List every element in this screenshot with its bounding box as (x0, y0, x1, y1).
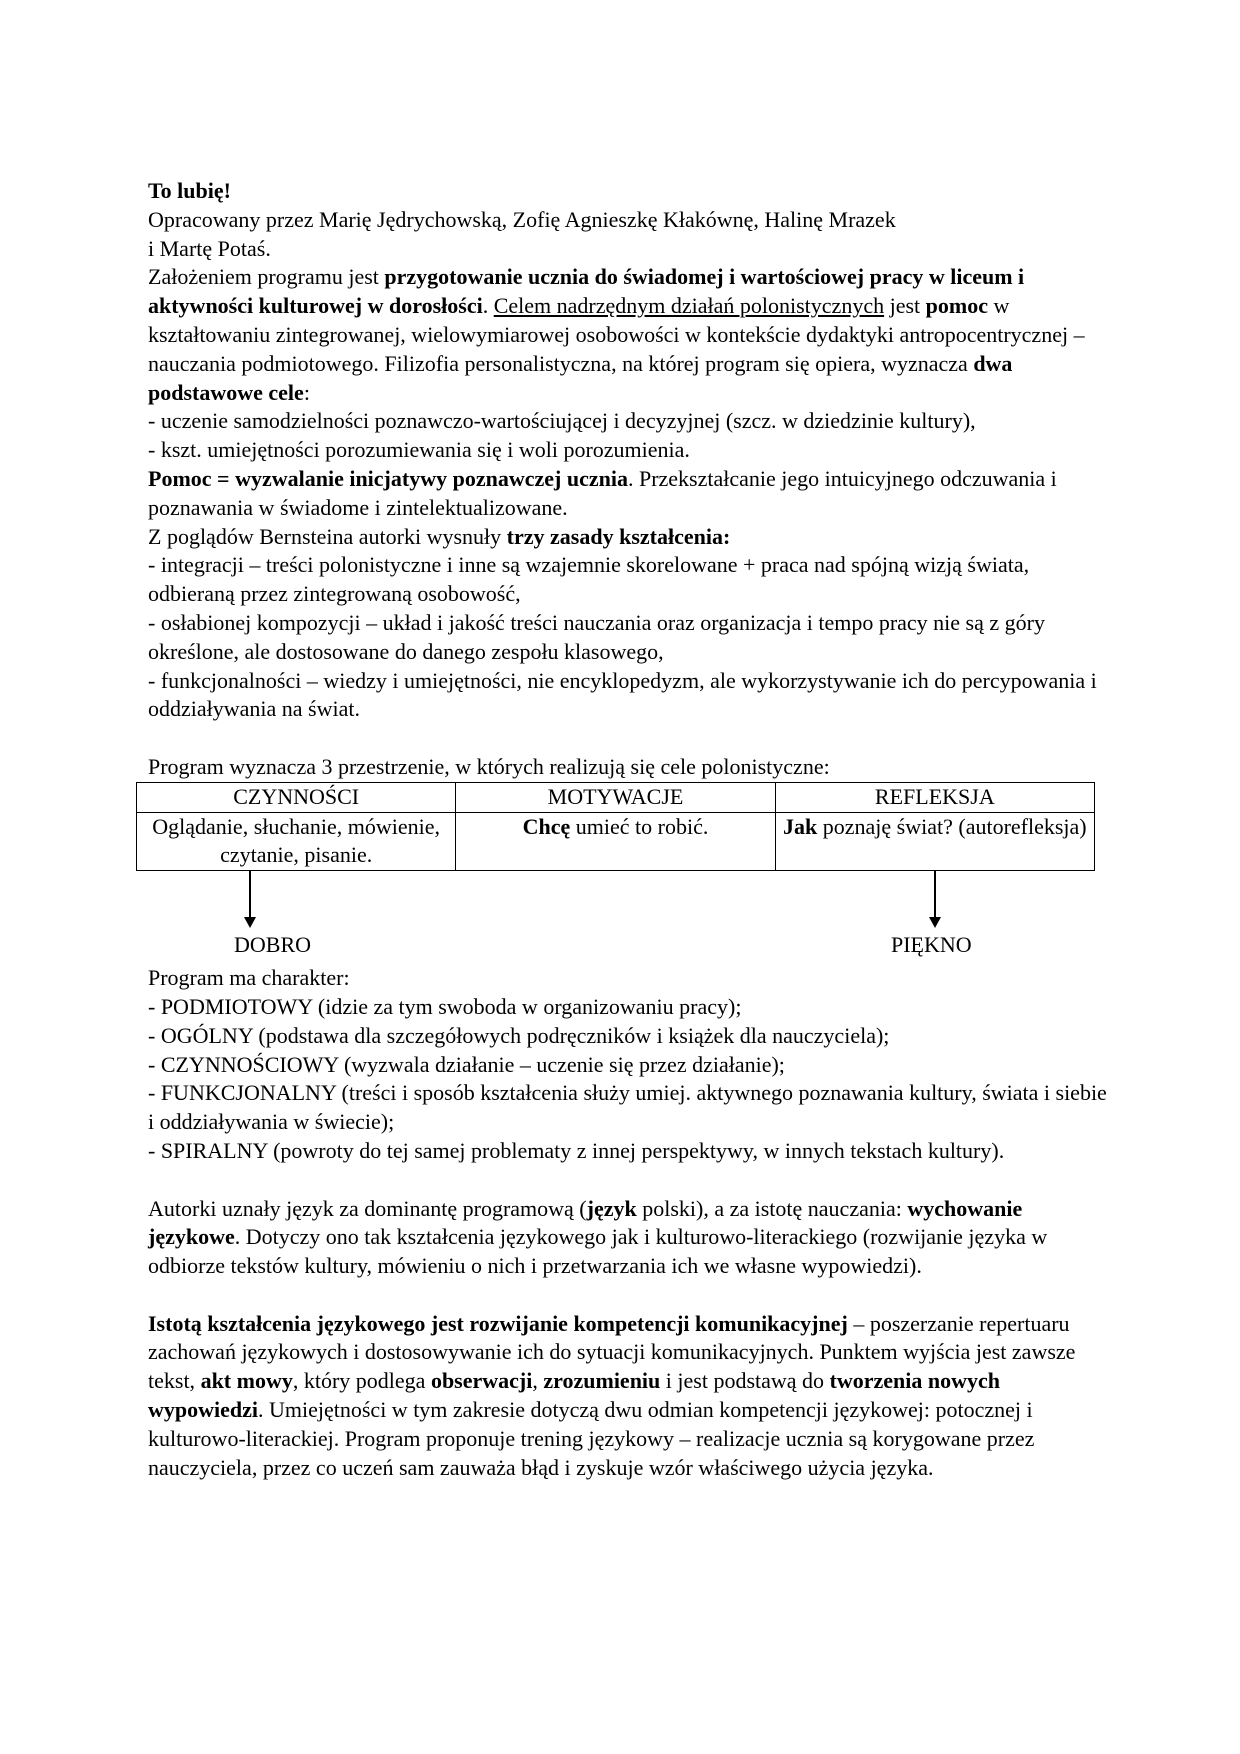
language-paragraph: Autorki uznały język za dominantę programową (język polski), a za istotę nauczania: wychowanie językowe. Dotyczy ono tak kształcenia językowego jak i kulturowo-literackiego (rozwijanie języka w odbiorze tekstów kultury, mówieniu o nich i przetwarzania ich we własne wypowiedzi). (148, 1195, 1048, 1279)
arrow-down-left (249, 871, 251, 921)
arrow-head-left (244, 917, 256, 928)
goal-item: - kszt. umiejętności porozumiewania się i woli porozumienia. (148, 437, 690, 463)
principle-item: - funkcjonalności – wiedzy i umiejętności, nie encyklopedyzm, ale wykorzystywanie ich do percypowania i oddziaływania na świat. (148, 667, 1097, 722)
spaces-table (136, 782, 1095, 871)
bernstein-line: Z poglądów Bernsteina autorki wysnuły trzy zasady kształcenia: (148, 523, 731, 549)
principle-item: - integracji – treści polonistyczne i inne są wzajemnie skorelowane + praca nad spójną wizją świata, odbieraną przez zintegrowaną osobowość, (148, 552, 1030, 607)
spaces-intro: Program wyznacza 3 przestrzenie, w których realizują się cele polonistyczne: (148, 753, 830, 779)
arrow-down-right (934, 871, 936, 921)
authors-line-2: i Martę Potaś. (148, 235, 271, 261)
principle-item: - osłabionej kompozycji – układ i jakość treści nauczania oraz organizacja i tempo pracy nie są z góry określone, ale dostosowane do danego zespołu klasowego, (148, 609, 1045, 664)
character-item: - PODMIOTOWY (idzie za tym swoboda w organizowaniu pracy); (148, 993, 742, 1019)
document-page (148, 177, 1108, 1482)
arrow-head-right (929, 917, 941, 928)
goal-item: - uczenie samodzielności poznawczo-wartościującej i decyzyjnej (szcz. w dziedzinie kultury), (148, 408, 976, 434)
authors-line-1: Opracowany przez Marię Jędrychowską, Zofię Agnieszkę Kłakównę, Halinę Mrazek (148, 206, 896, 232)
character-item: - SPIRALNY (powroty do tej samej problematy z innej perspektywy, w innych tekstach kultury). (148, 1137, 1005, 1163)
character-item: - CZYNNOŚCIOWY (wyzwala działanie – uczenie się przez działanie); (148, 1051, 785, 1077)
arrows-diagram (148, 871, 1108, 957)
table-header-cell: MOTYWACJE (456, 782, 775, 812)
table-cell-activities: Oglądanie, słuchanie, mówienie, czytanie, pisanie. (137, 812, 456, 871)
arrow-label-piekno: PIĘKNO (891, 932, 972, 958)
character-item: - OGÓLNY (podstawa dla szczegółowych podręczników i książek dla nauczyciela); (148, 1022, 890, 1048)
doc-title: To lubię! (148, 178, 231, 203)
pomoc-paragraph: Pomoc = wyzwalanie inicjatywy poznawczej ucznia. Przekształcanie jego intuicyjnego odczuwania i poznawania w świadome i zintelektualizowane. (148, 465, 1057, 520)
table-cell-reflection: Jak poznaję świat? (autorefleksja) (775, 812, 1094, 871)
competence-paragraph: Istotą kształcenia językowego jest rozwijanie kompetencji komunikacyjnej – poszerzanie repertuaru zachowań językowych i dostosowywanie ich do sytuacji komunikacyjnych. Punktem wyjścia jest zawsze tekst, akt mowy, który podlega obserwacji, zrozumieniu i jest podstawą do tworzenia nowych wypowiedzi. Umiejętności w tym zakresie dotyczą dwu odmian kompetencji językowej: potocznej i kulturowo-literackiej. Program proponuje trening językowy – realizacje ucznia są korygowane przez nauczyciela, przez co uczeń sam zauważa błąd i zyskuje wzór właściwego użycia języka. (148, 1310, 1076, 1480)
character-intro: Program ma charakter: (148, 965, 350, 991)
character-item: - FUNKCJONALNY (treści i sposób kształcenia służy umiej. aktywnego poznawania kultury, świata i siebie i oddziaływania w świecie); (148, 1080, 1107, 1135)
table-header-cell: REFLEKSJA (775, 782, 1094, 812)
table-row (137, 812, 1095, 871)
table-header-cell: CZYNNOŚCI (137, 782, 456, 812)
intro-paragraph: Założeniem programu jest przygotowanie ucznia do świadomej i wartościowej pracy w liceum i aktywności kulturowej w dorosłości. Celem nadrzędnym działań polonistycznych jest pomoc w kształtowaniu zintegrowanej, wielowymiarowej osobowości w kontekście dydaktyki antropocentrycznej – nauczania podmiotowego. Filizofia personalistyczna, na której program się opiera, wyznacza dwa podstawowe cele: (148, 264, 1085, 405)
arrow-label-dobro: DOBRO (234, 932, 312, 958)
table-cell-motivations: Chcę umieć to robić. (456, 812, 775, 871)
table-header-row (137, 782, 1095, 812)
